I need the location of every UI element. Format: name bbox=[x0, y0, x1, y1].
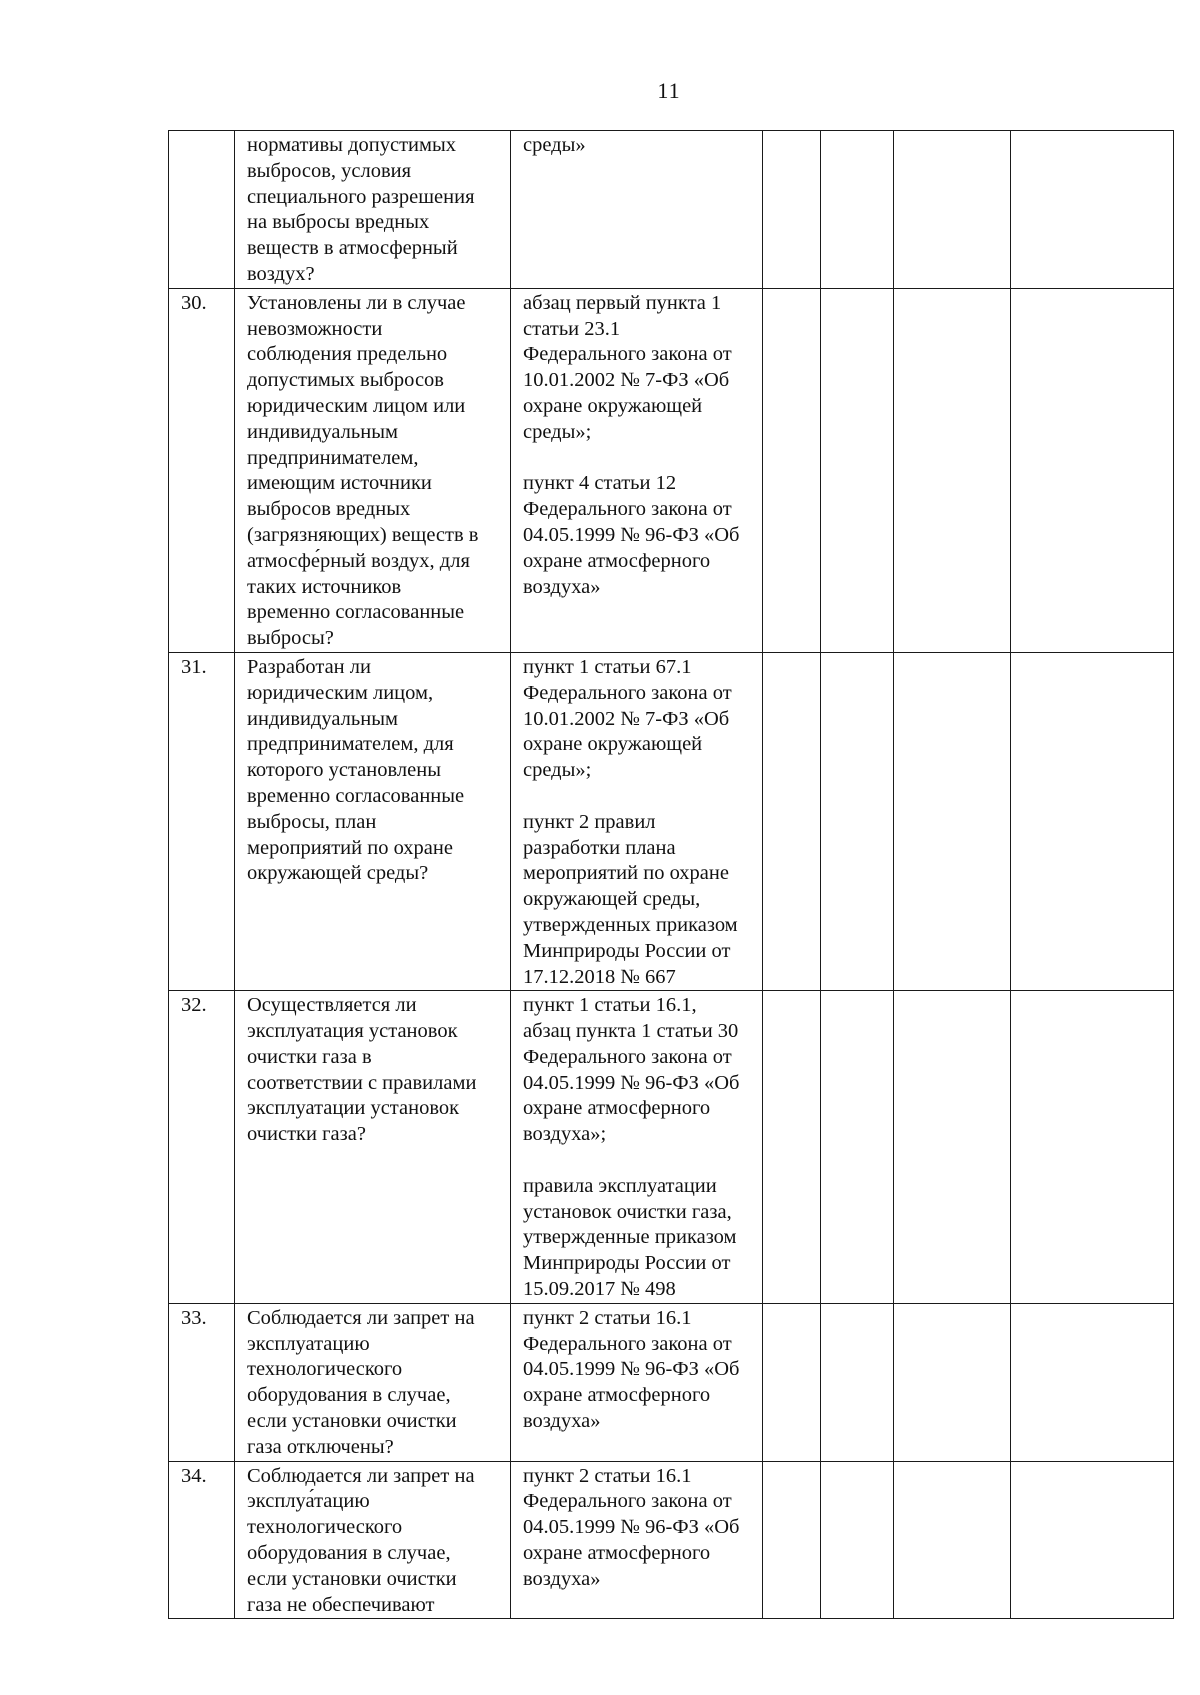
answer-yes-cell bbox=[763, 991, 821, 1304]
answer-na-cell bbox=[894, 288, 1011, 652]
legal-reference-cell: абзац первый пункта 1 статьи 23.1 Федерального закона от 10.01.2002 № 7-ФЗ «Об охране окружающей среды»; пункт 4 статьи 12 Федерального закона от 04.05.1999 № 96-ФЗ «Об охране атмосферного воздуха» bbox=[511, 288, 763, 652]
answer-no-cell bbox=[821, 131, 894, 289]
page-number: 11 bbox=[657, 78, 681, 103]
table-row bbox=[169, 131, 1174, 289]
question-cell: нормативы допустимых выбросов, условия специального разрешения на выбросы вредных веществ в атмосферный воздух? bbox=[235, 131, 511, 289]
question-cell: Соблюдается ли запрет на эксплуатацию технологического оборудования в случае, если установки очистки газа отключены? bbox=[235, 1303, 511, 1461]
note-cell bbox=[1011, 991, 1174, 1304]
answer-na-cell bbox=[894, 652, 1011, 990]
table-row bbox=[169, 1461, 1174, 1619]
answer-na-cell bbox=[894, 991, 1011, 1304]
legal-reference-cell: пункт 1 статьи 67.1 Федерального закона от 10.01.2002 № 7-ФЗ «Об охране окружающей среды»; пункт 2 правил разработки плана мероприятий по охране окружающей среды, утвержденных приказом Минприроды России от 17.12.2018 № 667 bbox=[511, 652, 763, 990]
answer-no-cell bbox=[821, 991, 894, 1304]
question-cell: Соблюдается ли запрет на эксплуа́тацию технологического оборудования в случае, если установки очистки газа не обеспечивают bbox=[235, 1461, 511, 1619]
row-number bbox=[169, 131, 235, 289]
answer-yes-cell bbox=[763, 652, 821, 990]
table-row bbox=[169, 652, 1174, 990]
checklist-table bbox=[168, 130, 1174, 1619]
row-number: 32. bbox=[169, 991, 235, 1304]
note-cell bbox=[1011, 652, 1174, 990]
answer-no-cell bbox=[821, 1303, 894, 1461]
answer-no-cell bbox=[821, 1461, 894, 1619]
answer-no-cell bbox=[821, 288, 894, 652]
note-cell bbox=[1011, 288, 1174, 652]
table-row bbox=[169, 991, 1174, 1304]
question-cell: Осуществляется ли эксплуатация установок очистки газа в соответствии с правилами эксплуатации установок очистки газа? bbox=[235, 991, 511, 1304]
answer-yes-cell bbox=[763, 1461, 821, 1619]
legal-reference-cell: пункт 2 статьи 16.1 Федерального закона от 04.05.1999 № 96-ФЗ «Об охране атмосферного воздуха» bbox=[511, 1461, 763, 1619]
answer-no-cell bbox=[821, 652, 894, 990]
answer-yes-cell bbox=[763, 1303, 821, 1461]
legal-reference-cell: пункт 1 статьи 16.1, абзац пункта 1 статьи 30 Федерального закона от 04.05.1999 № 96-ФЗ «Об охране атмосферного воздуха»; правила эксплуатации установок очистки газа, утвержденные приказом Минприроды России от 15.09.2017 № 498 bbox=[511, 991, 763, 1304]
note-cell bbox=[1011, 1303, 1174, 1461]
answer-na-cell bbox=[894, 1461, 1011, 1619]
question-cell: Установлены ли в случае невозможности соблюдения предельно допустимых выбросов юридическим лицом или индивидуальным предпринимателем, имеющим источники выбросов вредных (загрязняющих) веществ в атмосфе́рный воздух, для таких источников временно согласованные выбросы? bbox=[235, 288, 511, 652]
row-number: 34. bbox=[169, 1461, 235, 1619]
legal-reference-cell: среды» bbox=[511, 131, 763, 289]
table-row bbox=[169, 288, 1174, 652]
answer-na-cell bbox=[894, 131, 1011, 289]
row-number: 33. bbox=[169, 1303, 235, 1461]
answer-yes-cell bbox=[763, 131, 821, 289]
question-cell: Разработан ли юридическим лицом, индивидуальным предпринимателем, для которого установлены временно согласованные выбросы, план мероприятий по охране окружающей среды? bbox=[235, 652, 511, 990]
legal-reference-cell: пункт 2 статьи 16.1 Федерального закона от 04.05.1999 № 96-ФЗ «Об охране атмосферного воздуха» bbox=[511, 1303, 763, 1461]
table-row bbox=[169, 1303, 1174, 1461]
answer-na-cell bbox=[894, 1303, 1011, 1461]
row-number: 31. bbox=[169, 652, 235, 990]
answer-yes-cell bbox=[763, 288, 821, 652]
row-number: 30. bbox=[169, 288, 235, 652]
note-cell bbox=[1011, 131, 1174, 289]
note-cell bbox=[1011, 1461, 1174, 1619]
